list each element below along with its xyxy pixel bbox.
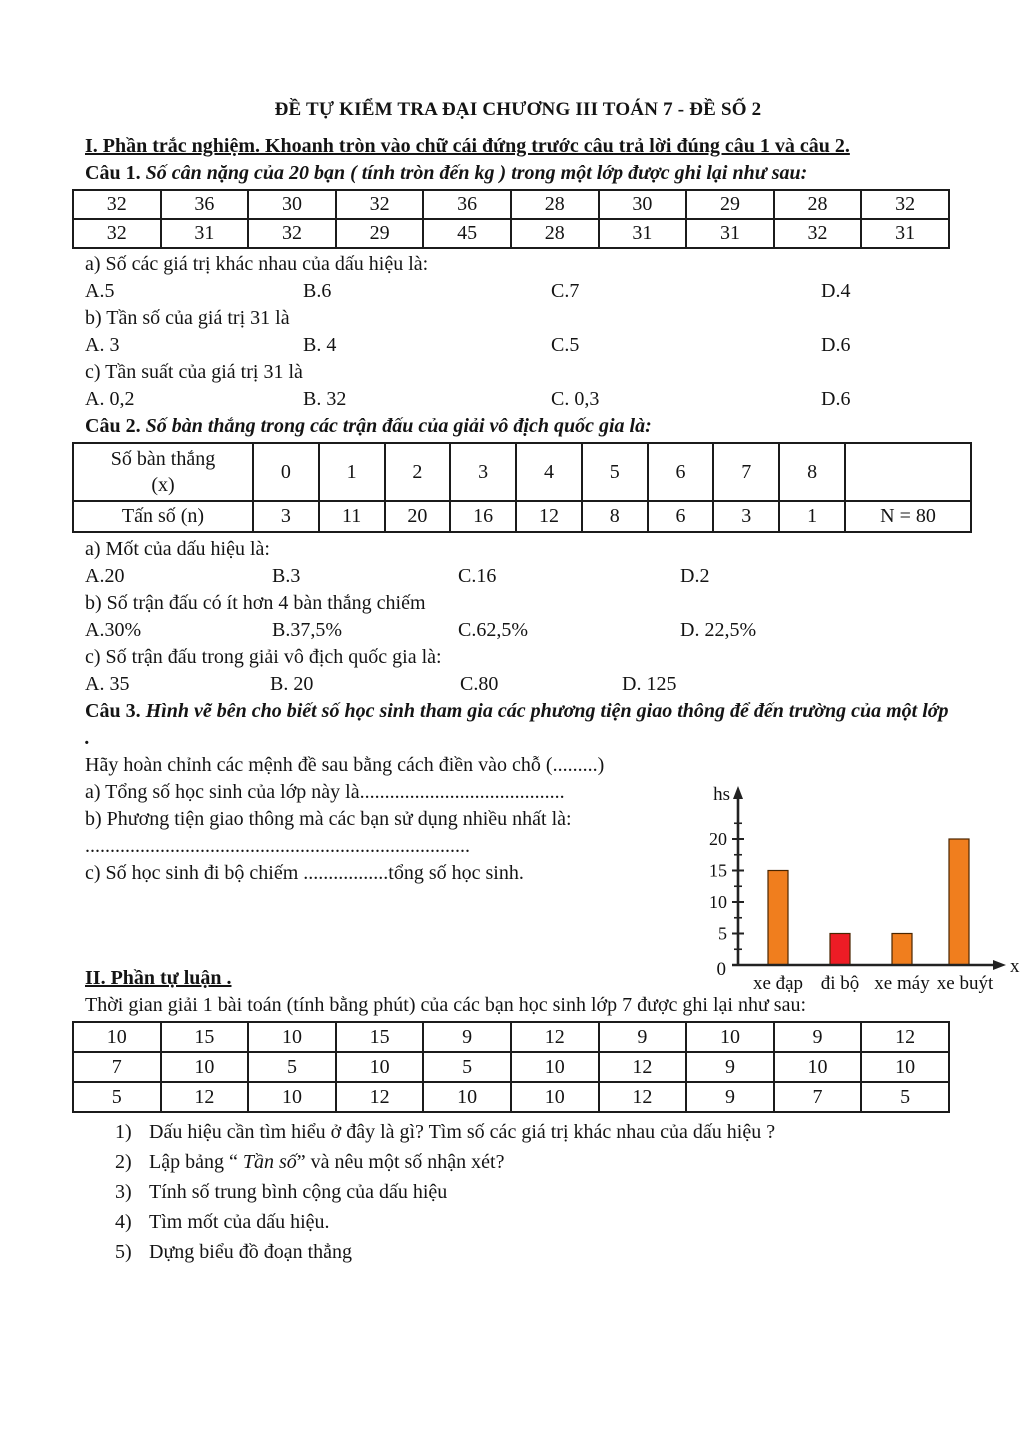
table-cell: 32	[73, 190, 161, 219]
table-cell: 7	[73, 1052, 161, 1082]
table-row	[73, 219, 949, 248]
origin-label: 0	[716, 959, 726, 980]
cau3-fill-intro: Hãy hoàn chỉnh các mệnh đề sau bằng cách điền vào chỗ (.........)	[85, 754, 605, 776]
list-item-number: 2)	[115, 1151, 132, 1173]
table-cell: 1	[319, 443, 385, 501]
category-label: xe máy	[874, 973, 930, 994]
table-cell: 32	[774, 219, 862, 248]
table-cell: 5	[248, 1052, 336, 1082]
list-item-text: Tìm mốt của dấu hiệu.	[149, 1211, 330, 1233]
table-cell: 31	[686, 219, 774, 248]
table-cell: 10	[248, 1022, 336, 1052]
table-row	[73, 1052, 949, 1082]
cau1-question-c: c) Tần suất của giá trị 31 là	[85, 361, 303, 383]
table-cell: 10	[73, 1022, 161, 1052]
table-cell: 31	[161, 219, 249, 248]
table-row	[73, 1022, 949, 1052]
list-item-text	[149, 1147, 504, 1177]
list-item	[85, 1237, 951, 1267]
list-item-text-pre: Lập bảng “	[149, 1151, 243, 1173]
table-cell: 30	[599, 190, 687, 219]
list-item	[85, 1117, 951, 1147]
option-c: C.5	[551, 334, 580, 356]
row-header-cell	[73, 443, 253, 501]
table-cell: 12	[861, 1022, 949, 1052]
table-cell: 9	[686, 1052, 774, 1082]
y-tick-label: 20	[709, 829, 727, 849]
option-c: C.7	[551, 280, 580, 302]
table-row	[73, 501, 971, 532]
cau1-data-table	[72, 189, 950, 249]
table-cell: 10	[161, 1052, 249, 1082]
list-item-number: 1)	[115, 1121, 132, 1143]
table-cell: 28	[511, 190, 599, 219]
category-label: xe đạp	[752, 973, 804, 994]
table-cell: 16	[450, 501, 516, 532]
table-cell: 12	[516, 501, 582, 532]
cau3-fill-b: b) Phương tiện giao thông mà các bạn sử dụng nhiều nhất là:	[85, 808, 572, 830]
cau2-question-b: b) Số trận đấu có ít hơn 4 bàn thắng chiếm	[85, 592, 426, 614]
option-c: C.62,5%	[458, 619, 528, 641]
table-cell: 28	[774, 190, 862, 219]
section2-intro: Thời gian giải 1 bài toán (tính bằng phút) của các bạn học sinh lớp 7 được ghi lại như sau:	[85, 994, 807, 1016]
table-row	[73, 443, 971, 501]
list-item-text: Dựng biểu đồ đoạn thẳng	[149, 1241, 353, 1263]
row-header-line1: Số bàn thắng	[110, 448, 216, 470]
table-cell: 15	[161, 1022, 249, 1052]
table-cell: 29	[686, 190, 774, 219]
cau1-options-b	[85, 332, 951, 359]
table-cell: 10	[511, 1082, 599, 1112]
list-item-number: 5)	[115, 1241, 132, 1263]
page-content	[85, 96, 951, 1267]
table-cell: 6	[648, 443, 714, 501]
option-b: B. 4	[303, 334, 337, 356]
table-cell: 9	[599, 1022, 687, 1052]
option-b: B.6	[303, 280, 332, 302]
option-a: A. 35	[85, 673, 130, 695]
y-tick-label: 10	[709, 892, 727, 912]
cau3-intro: Hình vẽ bên cho biết số học sinh tham gia các phương tiện giao thông để đến trường của một lớp .	[85, 700, 949, 749]
option-d: D.2	[680, 565, 710, 587]
table-row	[73, 1082, 949, 1112]
list-item	[85, 1207, 951, 1237]
option-d: D. 22,5%	[680, 619, 757, 641]
cau1-intro-line	[85, 160, 951, 187]
table-cell: 12	[511, 1022, 599, 1052]
table-cell: 10	[511, 1052, 599, 1082]
row-header-cell: Tấn số (n)	[73, 501, 253, 532]
cau2-options-a	[85, 563, 951, 590]
y-tick-label: 15	[709, 860, 727, 881]
option-c: C. 0,3	[551, 388, 600, 410]
cau1-options-c	[85, 386, 951, 413]
table-cell: 4	[516, 443, 582, 501]
table-cell: 1	[779, 501, 845, 532]
section1-heading: I. Phần trắc nghiệm. Khoanh tròn vào chữ cái đứng trước câu trả lời đúng câu 1 và câu 2.	[85, 135, 850, 157]
option-b: B. 32	[303, 388, 347, 410]
cau1-label: Câu 1.	[85, 162, 141, 184]
cau2-frequency-table	[72, 442, 972, 533]
option-a: A. 3	[85, 334, 120, 356]
table-cell: 31	[861, 219, 949, 248]
table-cell: 12	[336, 1082, 424, 1112]
option-a: A. 0,2	[85, 388, 135, 410]
table-cell: 10	[336, 1052, 424, 1082]
cau1-question-b: b) Tần số của giá trị 31 là	[85, 307, 290, 329]
option-c: C.80	[460, 673, 499, 695]
table-cell: 36	[161, 190, 249, 219]
table-cell: 5	[861, 1082, 949, 1112]
table-cell: 5	[582, 443, 648, 501]
section2-heading: II. Phần tự luận .	[85, 967, 232, 989]
option-d: D.6	[821, 388, 851, 410]
table-cell: 5	[73, 1082, 161, 1112]
x-axis-label: x	[1010, 956, 1020, 977]
table-cell: 10	[686, 1022, 774, 1052]
list-item-text-italic: Tần số	[242, 1151, 297, 1173]
list-item-number: 3)	[115, 1181, 132, 1203]
list-item-text-post: ” và nêu một số nhận xét?	[296, 1151, 505, 1173]
list-item	[85, 1177, 951, 1207]
list-item-text: Tính số trung bình cộng của dấu hiệu	[149, 1181, 448, 1203]
row-header-line2: (x)	[151, 474, 175, 496]
cau2-options-b	[85, 617, 951, 644]
table-cell: 9	[774, 1022, 862, 1052]
table-cell	[845, 443, 971, 501]
table-cell: 12	[599, 1052, 687, 1082]
list-item	[85, 1147, 951, 1177]
table-cell: 8	[779, 443, 845, 501]
option-c: C.16	[458, 565, 497, 587]
option-d: D. 125	[622, 673, 677, 695]
table-cell: 10	[423, 1082, 511, 1112]
table-cell: 12	[599, 1082, 687, 1112]
cau1-intro: Số cân nặng của 20 bạn ( tính tròn đến kg ) trong một lớp được ghi lại như sau:	[145, 162, 808, 184]
table-cell: 0	[253, 443, 319, 501]
cau1-question-a: a) Số các giá trị khác nhau của dấu hiệu là:	[85, 253, 429, 275]
cau3-bar-chart-svg	[693, 783, 1023, 998]
table-cell: 3	[713, 501, 779, 532]
table-cell: 9	[686, 1082, 774, 1112]
cau3-fill-b-dots: .............................................................................	[85, 835, 470, 857]
option-b: B. 20	[270, 673, 314, 695]
table-cell: 9	[423, 1022, 511, 1052]
table-cell: 10	[774, 1052, 862, 1082]
option-b: B.37,5%	[272, 619, 342, 641]
table-cell: 32	[336, 190, 424, 219]
table-cell: 32	[248, 219, 336, 248]
cau2-options-c	[85, 671, 951, 698]
y-tick-label: 5	[718, 923, 727, 944]
table-cell: 29	[336, 219, 424, 248]
cau3-fill-a: a) Tổng số học sinh của lớp này là.........................................	[85, 781, 565, 803]
cau3-fill-c: c) Số học sinh đi bộ chiếm .................tổng số học sinh.	[85, 862, 524, 884]
table-cell: 5	[423, 1052, 511, 1082]
table-cell: 20	[385, 501, 451, 532]
table-cell: N = 80	[845, 501, 971, 532]
y-axis-arrow-icon	[733, 786, 743, 799]
table-cell: 11	[319, 501, 385, 532]
cau3-bar-chart	[693, 783, 1023, 998]
table-cell: 7	[713, 443, 779, 501]
cau2-question-a: a) Mốt của dấu hiệu là:	[85, 538, 270, 560]
section2-data-table	[72, 1021, 950, 1113]
cau2-intro: Số bàn thắng trong các trận đấu của giải vô địch quốc gia là:	[145, 415, 652, 437]
chart-bar	[892, 934, 912, 966]
table-cell: 3	[450, 443, 516, 501]
option-a: A.30%	[85, 619, 142, 641]
x-axis-arrow-icon	[993, 960, 1006, 970]
table-cell: 8	[582, 501, 648, 532]
cau3-intro-line	[85, 698, 951, 752]
table-cell: 7	[774, 1082, 862, 1112]
page-title: ĐỀ TỰ KIỂM TRA ĐẠI CHƯƠNG III TOÁN 7 - ĐỀ SỐ 2	[274, 99, 762, 120]
option-a: A.20	[85, 565, 125, 587]
table-cell: 31	[599, 219, 687, 248]
table-cell: 28	[511, 219, 599, 248]
cau3-label: Câu 3.	[85, 700, 141, 722]
chart-bar	[768, 871, 788, 966]
table-cell: 10	[248, 1082, 336, 1112]
list-item-number: 4)	[115, 1211, 132, 1233]
category-label: xe buýt	[936, 973, 994, 994]
table-cell: 12	[161, 1082, 249, 1112]
table-cell: 45	[423, 219, 511, 248]
option-b: B.3	[272, 565, 301, 587]
table-cell: 3	[253, 501, 319, 532]
table-cell: 30	[248, 190, 336, 219]
category-label: đi bộ	[820, 973, 860, 994]
cau2-label: Câu 2.	[85, 415, 141, 437]
table-cell: 32	[861, 190, 949, 219]
option-d: D.6	[821, 334, 851, 356]
chart-bar	[830, 934, 850, 966]
cau1-options-a	[85, 278, 951, 305]
table-cell: 10	[861, 1052, 949, 1082]
table-cell: 2	[385, 443, 451, 501]
table-cell: 15	[336, 1022, 424, 1052]
y-axis-label: hs	[713, 784, 730, 805]
cau2-question-c: c) Số trận đấu trong giải vô địch quốc gia là:	[85, 646, 442, 668]
table-cell: 32	[73, 219, 161, 248]
cau2-intro-line	[85, 413, 951, 440]
list-item-text: Dấu hiệu cần tìm hiểu ở đây là gì? Tìm số các giá trị khác nhau của dấu hiệu ?	[149, 1121, 776, 1143]
table-cell: 36	[423, 190, 511, 219]
chart-bar	[949, 839, 969, 965]
table-cell: 6	[648, 501, 714, 532]
option-a: A.5	[85, 280, 115, 302]
section2-question-list	[85, 1117, 951, 1267]
option-d: D.4	[821, 280, 851, 302]
table-row	[73, 190, 949, 219]
